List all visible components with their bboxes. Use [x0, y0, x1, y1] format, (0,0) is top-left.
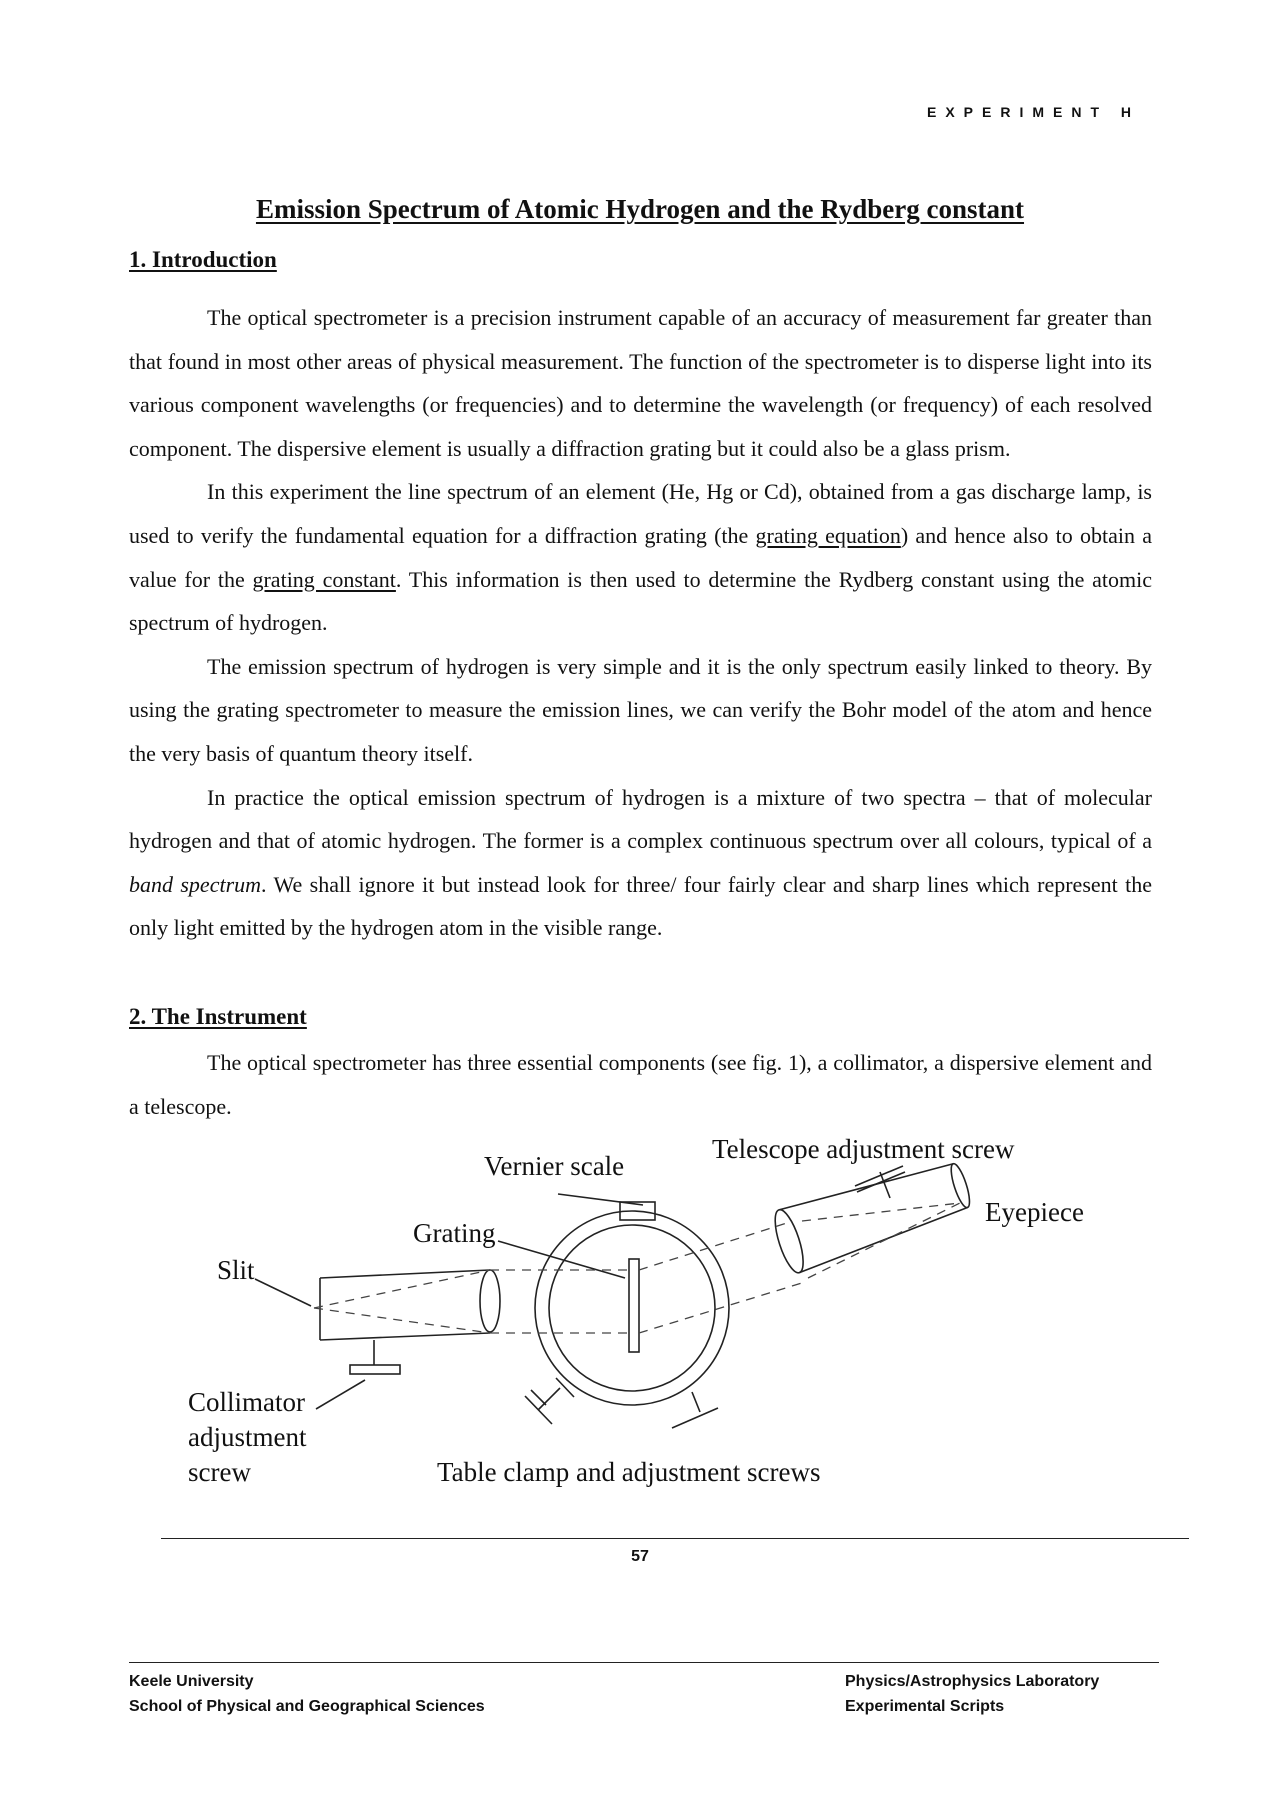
- term-grating-equation: grating equation: [755, 522, 901, 548]
- instrument-body: [129, 1041, 1152, 1128]
- label-grating: Grating: [413, 1218, 496, 1248]
- footer-scripts: Experimental Scripts: [845, 1698, 1005, 1715]
- table-screw-right: [672, 1392, 718, 1428]
- label-eyepiece: Eyepiece: [985, 1197, 1084, 1227]
- footer-rule: [129, 1662, 1159, 1663]
- intro-paragraph-1: The optical spectrometer is a precision instrument capable of an accuracy of measurement far greater than that found in most other areas of physical measurement. The function of the spectrometer is to disperse light into its various component wavelengths (or frequencies) and to determine the wavelength (or frequency) of each resolved component. The dispersive element is usually a diffraction grating but it could also be a glass prism.: [129, 305, 1152, 461]
- introduction-body: [129, 296, 1152, 950]
- footer-laboratory: Physics/Astrophysics Laboratory: [845, 1673, 1100, 1690]
- footer-university: Keele University: [129, 1673, 254, 1690]
- intro-paragraph-4: [129, 776, 1152, 950]
- grating-leader: [498, 1241, 625, 1278]
- label-collimator-line1: Collimator: [188, 1387, 305, 1417]
- grating-element: [629, 1259, 639, 1352]
- label-slit: Slit: [217, 1255, 255, 1285]
- label-telescope-screw: Telescope adjustment screw: [712, 1134, 1015, 1164]
- intro-p4-text-b: . We shall ignore it but instead look for three/ four fairly clear and sharp lines which represent the only light emitted by the hydrogen atom in the visible range.: [129, 871, 1152, 941]
- label-vernier-scale: Vernier scale: [484, 1151, 625, 1181]
- collimator-leader: [316, 1380, 365, 1409]
- intro-p2-text-a: In this experiment the line spectrum of an element (He, Hg or Cd), obtained from a gas discharge lamp, is used to verify the fundamental equation for a diffraction grating (the: [129, 479, 1152, 548]
- experiment-tag: EXPERIMENT H: [926, 104, 1140, 120]
- label-table-screws: Table clamp and adjustment screws: [437, 1457, 821, 1487]
- term-band-spectrum: band spectrum: [129, 871, 262, 897]
- vernier-scale-block: [620, 1202, 655, 1220]
- telescope-tube: [769, 1152, 976, 1275]
- page-number-rule: [161, 1538, 1189, 1539]
- label-collimator-line2: adjustment: [188, 1422, 307, 1452]
- collimator-tube: [320, 1270, 500, 1340]
- intro-paragraph-3: The emission spectrum of hydrogen is very simple and it is the only spectrum easily linked to theory. By using the grating spectrometer to measure the emission lines, we can verify the Bohr model of the atom and hence the very basis of quantum theory itself.: [129, 653, 1152, 766]
- page-number: 57: [631, 1548, 649, 1565]
- label-collimator-line3: screw: [188, 1457, 251, 1487]
- footer-school: School of Physical and Geographical Sciences: [129, 1698, 485, 1715]
- intro-p4-text-a: In practice the optical emission spectrum of hydrogen is a mixture of two spectra – that of molecular hydrogen and that of atomic hydrogen. The former is a complex continuous spectrum over all colours, typical of a: [129, 784, 1152, 854]
- table-inner-ring: [549, 1225, 715, 1391]
- section-heading-instrument: 2. The Instrument: [129, 1004, 307, 1029]
- telescope-screw: [855, 1166, 905, 1198]
- intro-paragraph-2: [129, 470, 1152, 644]
- table-screw-left: [525, 1378, 574, 1424]
- slit-leader: [255, 1279, 311, 1306]
- section-heading-introduction: 1. Introduction: [129, 247, 277, 272]
- table-outer-ring: [535, 1211, 729, 1405]
- document-title: Emission Spectrum of Atomic Hydrogen and the Rydberg constant: [255, 194, 1025, 224]
- light-rays: [314, 1203, 960, 1333]
- footer-right: [845, 1669, 1099, 1719]
- vernier-leader: [558, 1194, 643, 1205]
- instrument-paragraph-1: The optical spectrometer has three essential components (see fig. 1), a collimator, a dispersive element and a telescope.: [129, 1050, 1152, 1119]
- collimator-screw: [350, 1340, 400, 1374]
- footer-left: [129, 1669, 485, 1719]
- intro-p2-text-c: . This information is then used to determine the Rydberg constant using the atomic spectrum of hydrogen.: [129, 566, 1153, 636]
- term-grating-constant: grating constant: [252, 566, 396, 592]
- intro-p2-text-b: ) and hence also to obtain a value for the: [129, 522, 1152, 592]
